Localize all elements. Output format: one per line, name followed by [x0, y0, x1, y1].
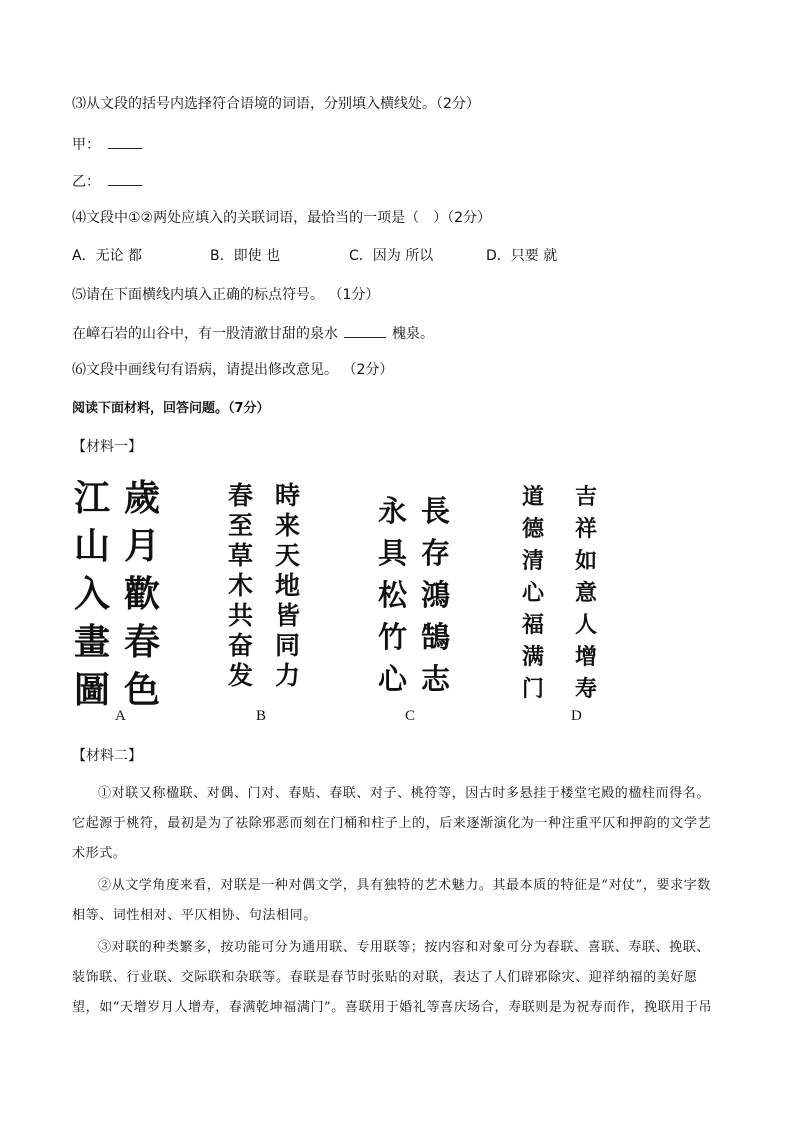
- material-1-label: 【材料一】: [72, 439, 142, 455]
- couplet-character: 共: [228, 601, 254, 630]
- couplet-character: 地: [275, 571, 301, 600]
- couplet-character: 满: [522, 644, 545, 670]
- answer-yi-blank: [108, 171, 142, 186]
- couplet-character: 歡: [124, 573, 161, 615]
- couplet-character: 木: [228, 571, 254, 600]
- punctuation-blank: [344, 323, 386, 338]
- answer-yi: [72, 171, 142, 192]
- couplet-character: 皆: [275, 601, 301, 630]
- answer-jia-label: 甲：: [72, 137, 100, 153]
- option-c: C．因为 所以: [349, 248, 434, 264]
- material-2-paragraph-3: ③对联的种类繁多，按功能可分为通用联、专用联等；按内容和对象可分为春联、喜联、寿联、挽联、装饰联、行业联、交际联和杂联等。春联是春节时张贴的对联，表达了人们辟邪除灾、迎祥纳福的美好愿望，如“天增岁月人增寿，春满乾坤福满门”。喜联用于婚礼等喜庆场合，寿联则是为祝寿而作，挽联用于吊: [72, 940, 713, 1015]
- option-a: A．无论 都: [72, 248, 143, 264]
- couplet-character: 春: [228, 481, 254, 510]
- sentence-before: 在嶂石岩的山谷中，有一股清澈甘甜的泉水: [72, 326, 338, 342]
- couplet-character: 人: [575, 612, 598, 638]
- couplet-character: 江: [74, 477, 111, 519]
- couplet-character: 来: [275, 511, 301, 540]
- material-2-label: 【材料二】: [72, 748, 142, 764]
- question-4: ⑷文段中①②两处应填入的关联词语，最恰当的一项是（ ）（2分）: [72, 210, 492, 226]
- couplet-character: 永: [378, 494, 408, 528]
- couplet-character: 志: [421, 662, 451, 696]
- couplet-character: 奋: [228, 631, 254, 660]
- couplet-character: 圖: [74, 669, 111, 711]
- question-3: ⑶从文段的括号内选择符合语境的词语，分别填入横线处。（2分）: [72, 96, 480, 112]
- material-2-paragraph-1: ①对联又称楹联、对偶、门对、春贴、春联、对子、桃符等，因古时多悬挂于楼堂宅殿的楹柱而得名。它起源于桃符，最初是为了祛除邪恶而刻在门桶和柱子上的，后来逐渐演化为一种注重平仄和押韵的文学艺术形式。: [72, 786, 712, 861]
- couplet-character: 吉: [575, 484, 598, 510]
- answer-jia-blank: [108, 134, 142, 149]
- couplet-character: 如: [575, 548, 598, 574]
- couplet-character: 鴻: [421, 578, 451, 612]
- couplet-character: 门: [522, 676, 545, 702]
- couplet-character: 道: [522, 484, 545, 510]
- couplet-character: 具: [378, 536, 408, 570]
- couplet-character: 草: [228, 541, 254, 570]
- couplet-character: 同: [275, 631, 301, 660]
- couplet-character: 月: [124, 525, 161, 567]
- couplet-character: 山: [74, 525, 111, 567]
- couplet-character: 发: [228, 661, 254, 690]
- couplet-a-left: [124, 474, 160, 714]
- sentence-after: 槐泉。: [392, 326, 434, 342]
- couplet-label-d: D: [571, 708, 582, 724]
- couplet-character: 寿: [575, 676, 598, 702]
- couplet-character: 福: [522, 612, 545, 638]
- couplet-character: 德: [522, 516, 545, 542]
- couplet-d-left: [575, 481, 597, 705]
- question-5: ⑸请在下面横线内填入正确的标点符号。 （1分）: [72, 287, 380, 303]
- answer-yi-label: 乙：: [72, 174, 100, 190]
- couplet-character: 增: [575, 644, 598, 670]
- couplet-character: 長: [421, 494, 451, 528]
- couplet-character: 竹: [378, 620, 408, 654]
- couplet-character: 入: [74, 573, 111, 615]
- couplet-character: 意: [575, 580, 598, 606]
- couplet-a-right: [74, 474, 110, 714]
- couplet-d-right: [522, 481, 544, 705]
- couplet-character: 心: [522, 580, 545, 606]
- couplet-character: 心: [378, 662, 408, 696]
- option-d: D．只要 就: [486, 248, 558, 264]
- couplet-character: 存: [421, 536, 451, 570]
- couplet-character: 至: [228, 511, 254, 540]
- couplet-label-a: A: [115, 708, 126, 724]
- couplet-character: 色: [124, 669, 161, 711]
- couplet-label-c: C: [405, 708, 416, 724]
- couplet-label-b: B: [256, 708, 267, 724]
- option-b: B．即使 也: [210, 248, 281, 264]
- couplet-character: 春: [124, 621, 161, 663]
- couplet-character: 時: [275, 481, 301, 510]
- couplet-character: 鵠: [421, 620, 451, 654]
- couplet-character: 畫: [74, 621, 111, 663]
- couplet-c-left: [421, 490, 450, 700]
- couplet-c-right: [378, 490, 407, 700]
- section-heading: 阅读下面材料，回答问题。（7分）: [72, 401, 270, 416]
- question-6: ⑹文段中画线句有语病，请提出修改意见。 （2分）: [72, 362, 394, 378]
- couplet-character: 力: [275, 661, 301, 690]
- question-5-sentence: [72, 323, 434, 344]
- couplet-b-right: [228, 481, 253, 691]
- answer-jia: [72, 134, 142, 155]
- couplet-character: 松: [378, 578, 408, 612]
- couplet-character: 祥: [575, 516, 598, 542]
- couplet-character: 歲: [124, 477, 161, 519]
- couplet-character: 清: [522, 548, 545, 574]
- material-2-paragraph-2: ②从文学角度来看，对联是一种对偶文学，具有独特的艺术魅力。其最本质的特征是“对仗”，要求字数相等、词性相对、平仄相协、句法相同。: [72, 878, 711, 923]
- couplet-character: 天: [275, 541, 301, 570]
- couplet-b-left: [275, 481, 300, 691]
